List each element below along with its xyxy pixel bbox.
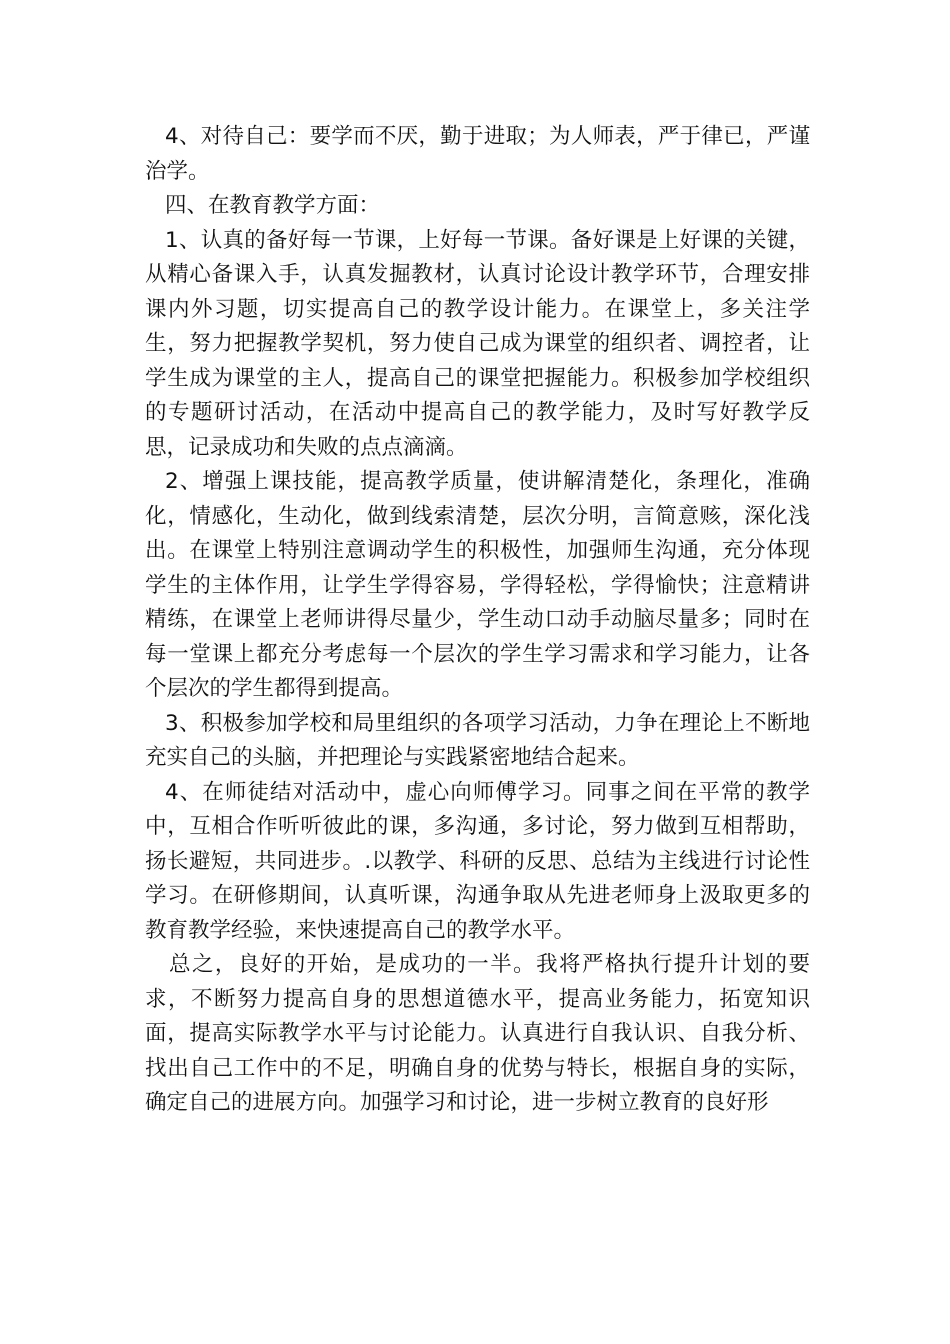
paragraph-teaching-skills: 2、增强上课技能，提高教学质量，使讲解清楚化，条理化，准确化，情感化，生动化，做到线索清楚，层次分明，言简意赅，深化浅出。在课堂上特别注意调动学生的积极性，加强师生沟通，充分体现学生的主体作用，让学生学得容易，学得轻松，学得愉快；注意精讲精练，在课堂上老师讲得尽量少，学生动口动手动脑尽量多；同时在每一堂课上都充分考虑每一个层次的学生学习需求和学习能力，让各个层次的学生都得到提高。 [145, 469, 810, 701]
paragraph-conclusion: 总之，良好的开始，是成功的一半。我将严格执行提升计划的要求，不断努力提高自身的思想道德水平，提高业务能力，拓宽知识面，提高实际教学水平与讨论能力。认真进行自我认识、自我分析、找出自己工作中的不足，明确自身的优势与特长，根据自身的实际，确定自己的进展方向。加强学习和讨论，进一步树立教育的良好形 [145, 952, 810, 1115]
document-body [145, 120, 810, 1121]
paragraph-self-attitude: 4、对待自己：要学而不厌，勤于进取；为人师表，严于律已，严谨治学。 [145, 124, 810, 184]
paragraph-mentorship: 4、在师徒结对活动中，虚心向师傅学习。同事之间在平常的教学中，互相合作听听彼此的课，多沟通，多讨论，努力做到互相帮助，扬长避短，共同进步。.以教学、科研的反思、总结为主线进行讨论性学习。在研修期间，认真听课，沟通争取从先进老师身上汲取更多的教育教学经验，来快速提高自己的教学水平。 [145, 779, 810, 943]
section-heading-teaching: 四、在教育教学方面： [165, 193, 381, 218]
paragraph-learning-activities: 3、积极参加学校和局里组织的各项学习活动，力争在理论上不断地充实自己的头脑，并把理论与实践紧密地结合起来。 [145, 710, 810, 770]
paragraph-lesson-prep: 1、认真的备好每一节课，上好每一节课。备好课是上好课的关键，从精心备课入手，认真发掘教材，认真讨论设计教学环节，合理安排课内外习题，切实提高自己的教学设计能力。在课堂上，多关注学生，努力把握教学契机，努力使自己成为课堂的组织者、调控者，让学生成为课堂的主人，提高自己的课堂把握能力。积极参加学校组织的专题研讨活动，在活动中提高自己的教学能力，及时写好教学反思，记录成功和失败的点点滴滴。 [145, 227, 810, 460]
